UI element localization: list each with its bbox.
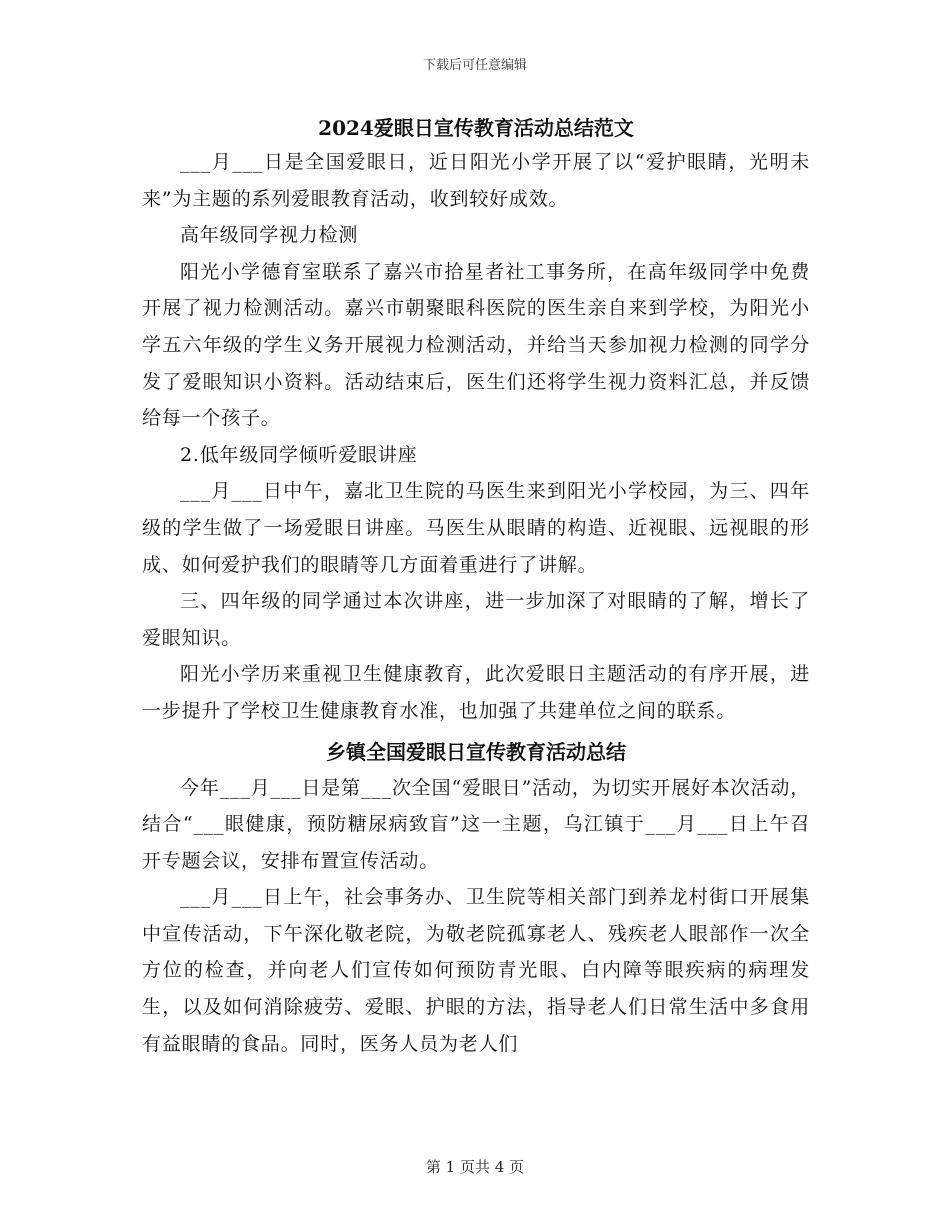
article2-paragraph-1: 今年___月___日是第___次全国“爱眼日”活动，为切实开展好本次活动，结合“___眼健康，预防糖尿病致盲”这一主题，乌江镇于___月___日上午召开专题会议，安排布置宣传活动。 [142,776,810,872]
article1-paragraph-3: ___月___日中午，嘉北卫生院的马医生来到阳光小学校园，为三、四年级的学生做了一场爱眼日讲座。马医生从眼睛的构造、近视眼、远视眼的形成、如何爱护我们的眼睛等几方面着重进行了讲解。 [142,480,810,576]
article1-subheading-1: 高年级同学视力检测 [180,224,359,247]
article1-paragraph-1: ___月___日是全国爱眼日，近日阳光小学开展了以“爱护眼睛，光明未来”为主题的系列爱眼教育活动，收到较好成效。 [142,151,810,210]
article-title-2: 乡镇全国爱眼日宣传教育活动总结 [326,739,626,764]
article1-subheading-2: 2.低年级同学倾听爱眼讲座 [180,443,418,466]
article1-paragraph-4: 三、四年级的同学通过本次讲座，进一步加深了对眼睛的了解，增长了爱眼知识。 [142,590,810,649]
article1-paragraph-2: 阳光小学德育室联系了嘉兴市拾星者社工事务所，在高年级同学中免费开展了视力检测活动。嘉兴市朝聚眼科医院的医生亲自来到学校，为阳光小学五六年级的学生义务开展视力检测活动，并给当天参加视力检测的同学分发了爱眼知识小资料。活动结束后，医生们还将学生视力资料汇总，并反馈给每一个孩子。 [142,260,810,430]
document-body [142,112,810,1062]
article-title-1: 2024爱眼日宣传教育活动总结范文 [318,116,634,140]
article1-paragraph-5: 阳光小学历来重视卫生健康教育，此次爱眼日主题活动的有序开展，进一步提升了学校卫生健康教育水准，也加强了共建单位之间的联系。 [142,663,810,722]
header-note: 下载后可任意编辑 [422,58,527,73]
page-number: 第 1 页共 4 页 [425,1158,525,1176]
article2-paragraph-2: ___月___日上午，社会事务办、卫生院等相关部门到养龙村街口开展集中宣传活动，下午深化敬老院，为敬老院孤寡老人、残疾老人眼部作一次全方位的检查，并向老人们宣传如何预防青光眼、白内障等眼疾病的病理发生，以及如何消除疲劳、爱眼、护眼的方法，指导老人们日常生活中多食用有益眼睛的食品。同时，医务人员为老人们 [142,886,810,1055]
